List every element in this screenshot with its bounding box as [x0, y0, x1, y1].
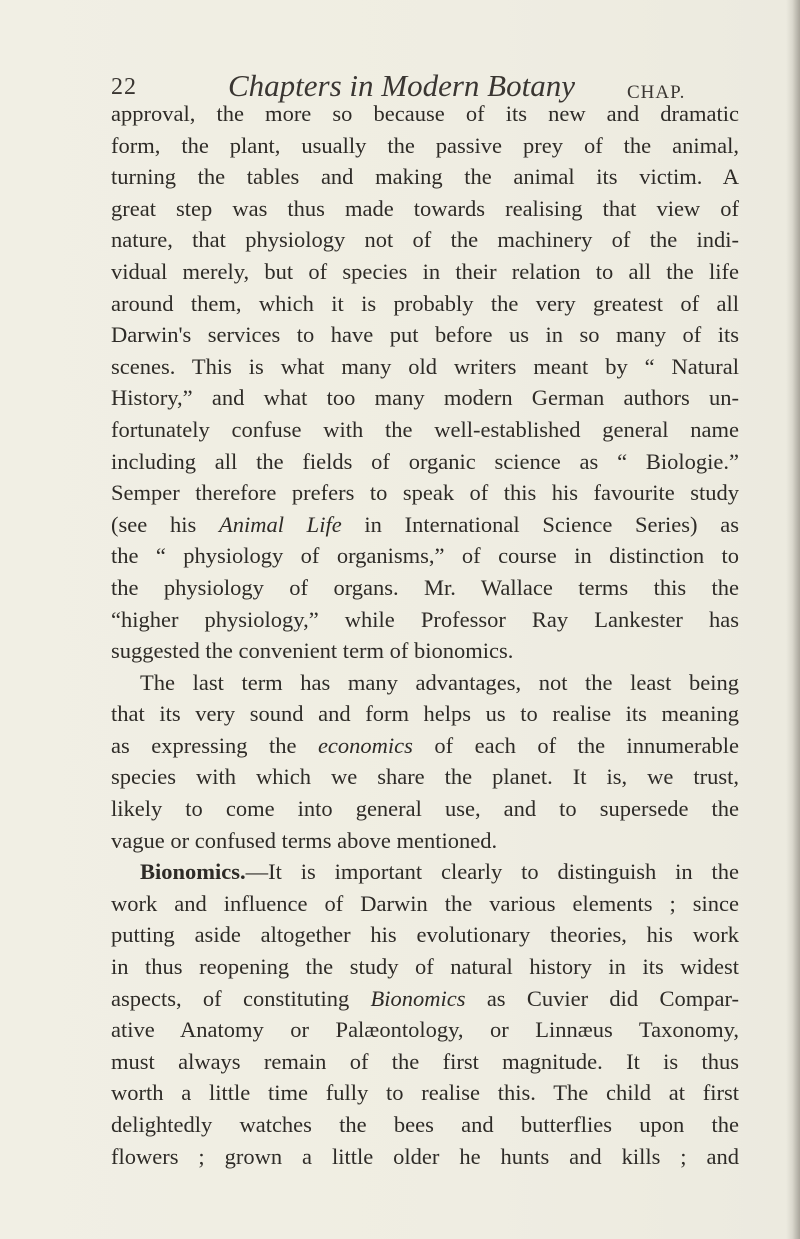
text-line: Bionomics.—It is important clearly to distinguish in the [140, 859, 739, 885]
text-line: around them, which it is probably the very greatest of all [111, 290, 739, 316]
text-line: flowers ; grown a little older he hunts and kills ; and [111, 1143, 739, 1169]
text-line: fortunately confuse with the well-established general name [111, 416, 739, 442]
text-line: the “ physiology of organisms,” of course in distinction to [111, 543, 739, 569]
text-line: approval, the more so because of its new and dramatic [111, 101, 739, 126]
text-line: Darwin's services to have put before us in so many of its [111, 322, 739, 348]
text-line: nature, that physiology not of the machinery of the indi- [111, 227, 739, 253]
text-line: in thus reopening the study of natural history in its widest [111, 954, 739, 980]
text-line: great step was thus made towards realising that view of [111, 195, 739, 221]
page-edge-shadow [786, 0, 800, 1239]
text-line: History,” and what too many modern German authors un- [111, 385, 739, 411]
text-line: work and influence of Darwin the various elements ; since [111, 890, 739, 916]
body-text [111, 98, 739, 1172]
text-line: delightedly watches the bees and butterflies upon the [111, 1112, 739, 1137]
text-line: must always remain of the first magnitude. It is thus [111, 1048, 739, 1074]
text-line: including all the fields of organic science as “ Biologie.” [111, 448, 739, 474]
italic-term: economics [317, 732, 413, 758]
text-line: vidual merely, but of species in their relation to all the life [111, 258, 739, 284]
text-line: that its very sound and form helps us to realise its meaning [111, 701, 739, 727]
italic-term: Bionomics [370, 985, 466, 1011]
text-line: The last term has many advantages, not the least being [140, 669, 739, 695]
page-number: 22 [111, 74, 137, 100]
running-title: Chapters in Modern Botany [228, 68, 575, 103]
text-line: aspects, of constituting Bionomics as Cuvier did Compar- [111, 985, 740, 1011]
text-line: “higher physiology,” while Professor Ray Lankester has [111, 606, 739, 632]
section-heading: Bionomics. [140, 859, 246, 885]
text-line: scenes. This is what many old writers meant by “ Natural [111, 353, 739, 379]
text-line: the physiology of organs. Mr. Wallace terms this the [111, 574, 739, 600]
text-line: as expressing the economics of each of the innumerable [111, 732, 739, 758]
text-line: form, the plant, usually the passive prey of the animal, [111, 132, 739, 158]
text-line: vague or confused terms above mentioned. [111, 827, 498, 853]
text-line: species with which we share the planet. It is, we trust, [111, 764, 739, 790]
text-line: Semper therefore prefers to speak of this his favourite study [111, 480, 739, 506]
text-line: (see his Animal Life in International Science Series) as [111, 511, 739, 537]
text-line: putting aside altogether his evolutionary theories, his work [111, 922, 739, 948]
text-line: worth a little time fully to realise this. The child at first [111, 1080, 739, 1106]
book-title-italic: Animal Life [218, 511, 342, 537]
text-line: turning the tables and making the animal its victim. A [111, 164, 739, 190]
text-line: suggested the convenient term of bionomics. [111, 638, 514, 664]
chapter-abbrev: CHAP. [627, 82, 686, 103]
text-line: likely to come into general use, and to supersede the [111, 796, 739, 822]
text-line: ative Anatomy or Palæontology, or Linnæus Taxonomy, [111, 1017, 739, 1043]
